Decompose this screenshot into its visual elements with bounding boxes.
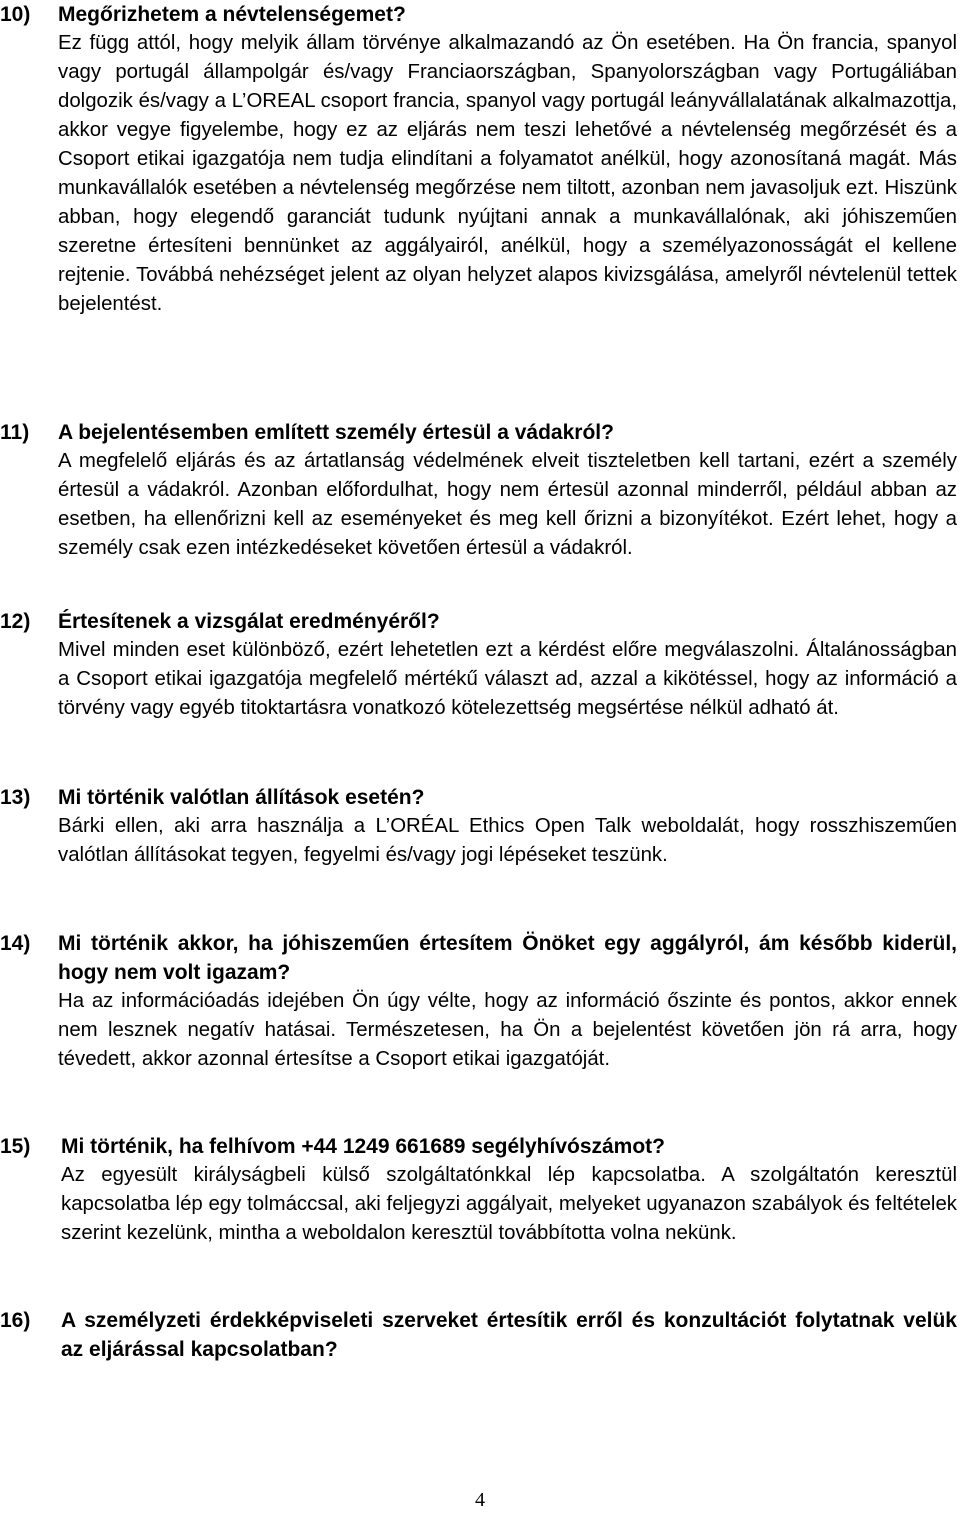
question-heading [0,783,957,812]
question-number: 14) [0,932,31,955]
answer-paragraph: Az egyesült királyságbeli külső szolgáltatónkkal lép kapcsolatba. A szolgáltatón keresztül kapcsolatba lép egy tolmáccsal, aki feljegyzi aggályait, melyeket ugyanazon szabályok és feltételek szerint kezelünk, mintha a weboldalon keresztül továbbította volna nekünk. [61,1164,957,1244]
faq-item-12 [0,607,957,723]
answer-paragraph: Bárki ellen, aki arra használja a L’ORÉAL Ethics Open Talk weboldalát, hogy rosszhiszeműen valótlan állításokat tegyen, fegyelmi és/vagy jogi lépéseket teszünk. [58,815,957,866]
question-text: Mi történik valótlan állítások esetén? [58,786,425,809]
question-heading [0,607,957,636]
answer-paragraph: Ha az információadás idejében Ön úgy vélte, hogy az információ őszinte és pontos, akkor ennek nem lesznek negatív hatásai. Természetesen, ha Ön a bejelentést követően jön rá arra, hogy tévedett, akkor azonnal értesítse a Csoport etikai igazgatóját. [58,990,957,1070]
question-heading [0,418,957,447]
answer-paragraph: Ez függ attól, hogy melyik állam törvénye alkalmazandó az Ön esetében. Ha Ön francia, spanyol vagy portugál állampolgár és/vagy Franciaországban, Spanyolországban vagy Portugáliában dolgozik és/vagy a L’OREAL csoport francia, spanyol vagy portugál leányvállalatának alkalmazottja, akkor vegye figyelembe, hogy ez az eljárás nem teszi lehetővé a névtelenség megőrzését és a Csoport etikai igazgatója nem tudja elindítani a folyamatot anélkül, hogy azonosítaná magát. Más munkavállalók esetében a névtelenség megőrzése nem tiltott, azonban nem javasoljuk ezt. Hiszünk abban, hogy elegendő garanciát tudunk nyújtani annak a munkavállalónak, aki jóhiszeműen szeretne értesíteni bennünket az aggályairól, anélkül, hogy a személyazonosságát el kellene rejtenie. Továbbá nehézséget jelent az olyan helyzet alapos kivizsgálása, amelyről névtelenül tettek bejelentést. [58,32,957,315]
question-text: Megőrizhetem a névtelenségemet? [58,3,406,26]
question-text: Mi történik akkor, ha jóhiszeműen értesítem Önöket egy aggályról, ám később kiderül, hogy nem volt igazam? [58,932,957,984]
answer-paragraph: A megfelelő eljárás és az ártatlanság védelmének elveit tiszteletben kell tartani, ezért a személy értesül a vádakról. Azonban előfordulhat, hogy nem értesül azonnal minderről, például abban az esetben, ha ellenőrizni kell az eseményeket és meg kell őrizni a bizonyítékot. Ezért lehet, hogy a személy csak ezen intézkedéseket követően értesül a vádakról. [58,450,957,559]
page-number: 4 [475,1489,485,1511]
question-text: Mi történik, ha felhívom +44 1249 661689 segélyhívószámot? [61,1135,666,1158]
faq-item-10 [0,0,957,319]
question-heading [0,929,957,987]
question-number: 13) [0,786,31,809]
faq-item-14 [0,929,957,1074]
question-text: A személyzeti érdekképviseleti szerveket értesítik erről és konzultációt folytatnak velük az eljárással kapcsolatban? [61,1309,957,1361]
question-number: 15) [0,1135,31,1158]
question-heading [0,0,957,29]
question-number: 12) [0,610,31,633]
answer-paragraph: Mivel minden eset különböző, ezért lehetetlen ezt a kérdést előre megválaszolni. Általánosságban a Csoport etikai igazgatója megfelelő mértékű választ ad, azzal a kikötéssel, hogy az információ a törvény vagy egyéb titoktartásra vonatkozó kötelezettség megsértése nélkül adható át. [58,639,957,719]
faq-item-11 [0,418,957,563]
question-heading [0,1132,957,1161]
faq-item-16 [0,1306,957,1364]
question-number: 10) [0,3,31,26]
question-number: 11) [0,421,30,444]
faq-item-15 [0,1132,957,1248]
question-number: 16) [0,1309,31,1332]
faq-item-13 [0,783,957,870]
question-text: A bejelentésemben említett személy értesül a vádakról? [58,421,614,444]
question-text: Értesítenek a vizsgálat eredményéről? [58,610,440,633]
question-heading [0,1306,957,1364]
